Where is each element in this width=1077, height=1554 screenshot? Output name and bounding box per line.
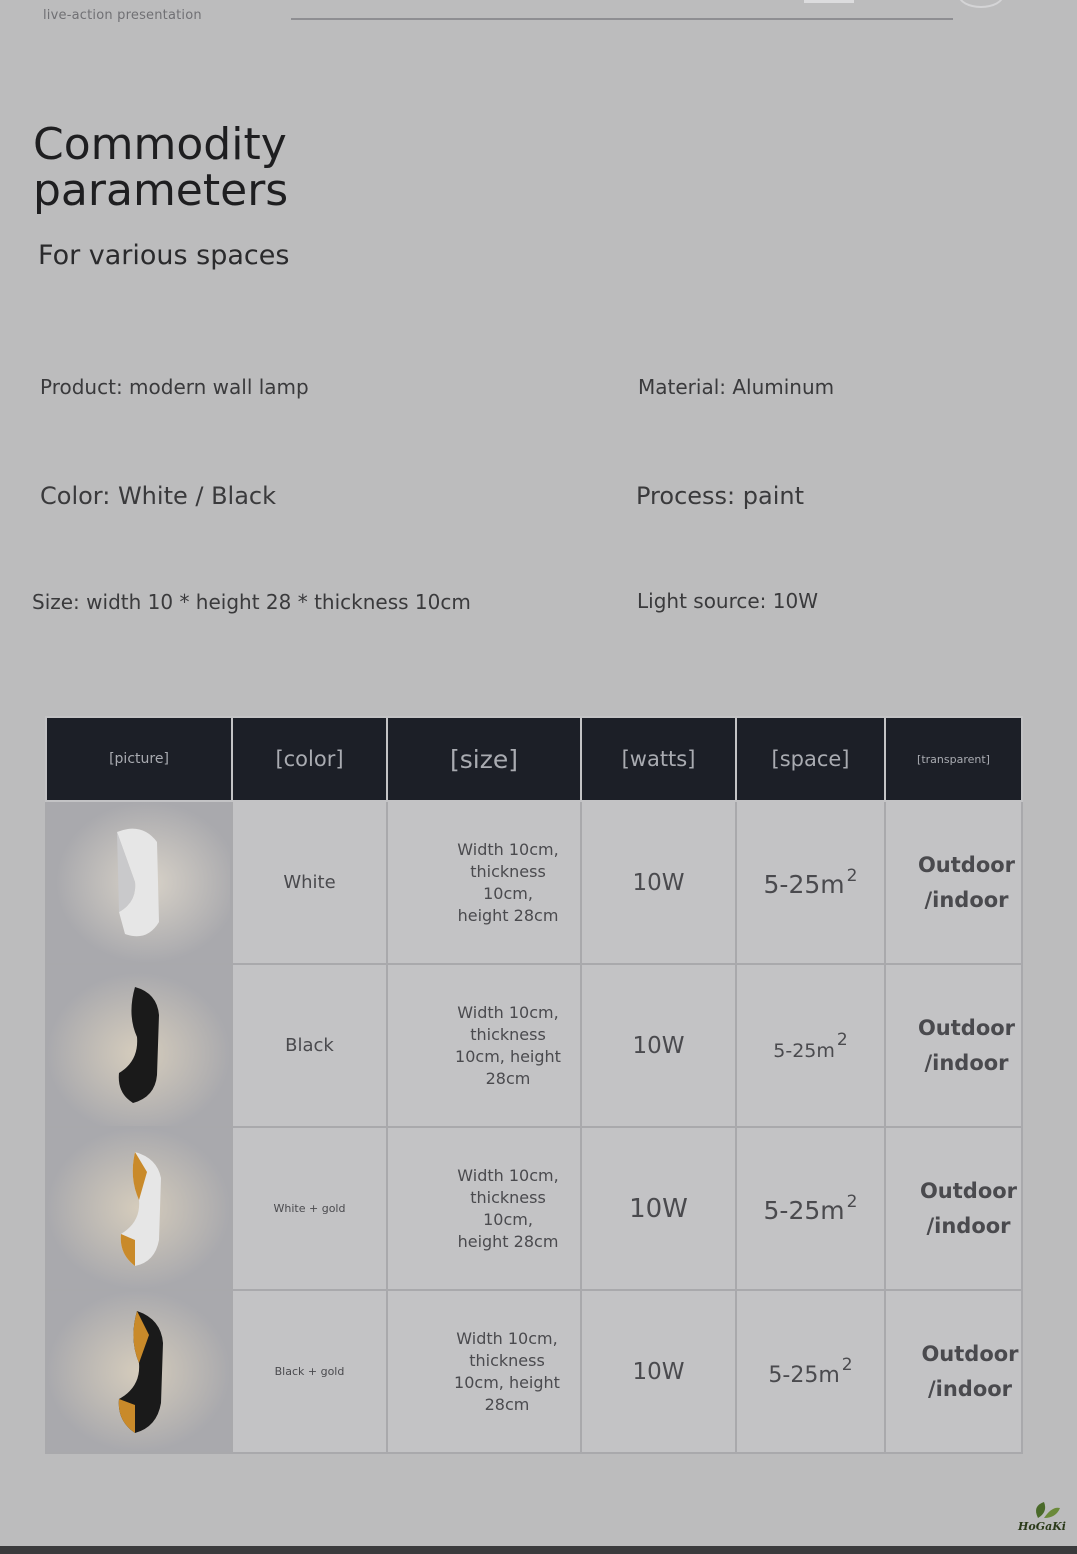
- header-watts: [watts]: [581, 717, 736, 801]
- space-sup: 2: [836, 1029, 848, 1050]
- color-cell: Black + gold: [232, 1290, 387, 1453]
- lamp-image-cell: [46, 964, 232, 1127]
- transparent-line: Outdoor: [921, 1341, 1019, 1366]
- watts-cell: 10W: [581, 964, 736, 1127]
- lamp-image-cell: [46, 1290, 232, 1453]
- transparent-cell: [885, 1290, 1022, 1453]
- brand-logo: [1018, 1500, 1074, 1542]
- watts-cell: 10W: [581, 1290, 736, 1453]
- space-value: 5-25m: [773, 1039, 835, 1062]
- color-cell: White: [232, 801, 387, 964]
- top-bar: [0, 0, 1077, 36]
- space-value: 5-25m: [763, 1196, 845, 1225]
- param-material: Material: Aluminum: [638, 375, 835, 399]
- lamp-image-black-gold: [47, 1291, 230, 1452]
- space-value: 5-25m: [763, 870, 845, 899]
- transparent-line: Outdoor: [917, 852, 1016, 877]
- top-divider: [291, 18, 953, 20]
- color-cell: White + gold: [232, 1127, 387, 1290]
- watts-cell: 10W: [581, 801, 736, 964]
- color-cell: Black: [232, 964, 387, 1127]
- transparent-line: /indoor: [927, 1376, 1013, 1401]
- space-sup: 2: [841, 1355, 853, 1375]
- size-cell: [387, 1290, 581, 1453]
- lamp-image-black: [47, 965, 230, 1126]
- leaf-icon: [1018, 1500, 1074, 1522]
- space-sup: 2: [846, 1192, 858, 1212]
- transparent-cell: [885, 801, 1022, 964]
- param-light-source: Light source: 10W: [637, 589, 819, 613]
- space-sup: 2: [846, 866, 858, 886]
- lamp-image-cell: [46, 801, 232, 964]
- size-line: 28cm: [484, 1394, 530, 1414]
- param-process: Process: paint: [636, 482, 804, 510]
- size-line: height 28cm: [457, 905, 559, 925]
- param-product: Product: modern wall lamp: [40, 375, 309, 399]
- top-tab-indicator: [804, 0, 854, 3]
- size-line: thickness: [469, 1350, 545, 1370]
- size-line: thickness: [470, 1024, 546, 1044]
- space-value: 5-25m: [768, 1363, 840, 1388]
- space-cell: [736, 1290, 885, 1453]
- transparent-cell: [885, 1127, 1022, 1290]
- watts-cell: 10W: [581, 1127, 736, 1290]
- logo-text: HoGaKi: [1018, 1520, 1066, 1533]
- table-row: [46, 1290, 1022, 1453]
- header-space: [space]: [736, 717, 885, 801]
- space-cell: [736, 964, 885, 1127]
- lamp-image-cell: [46, 1127, 232, 1290]
- size-line: Width 10cm,: [456, 1328, 558, 1348]
- size-cell: [387, 801, 581, 964]
- header-size: [size]: [387, 717, 581, 801]
- spec-table: [45, 716, 1023, 1454]
- size-line: 10cm, height: [454, 1372, 560, 1392]
- table-header-row: [46, 717, 1022, 801]
- size-cell: [387, 1127, 581, 1290]
- header-picture: [picture]: [46, 717, 232, 801]
- header-transparent: [transparent]: [885, 717, 1022, 801]
- space-cell: [736, 801, 885, 964]
- size-line: 10cm,: [483, 883, 533, 903]
- size-line: Width 10cm,: [457, 1165, 559, 1185]
- transparent-line: Outdoor: [917, 1015, 1016, 1040]
- transparent-cell: [885, 964, 1022, 1127]
- header-color: [color]: [232, 717, 387, 801]
- bottom-strip: [0, 1546, 1077, 1554]
- top-circle-icon: [958, 0, 1004, 8]
- transparent-line: /indoor: [924, 1050, 1009, 1075]
- param-size: Size: width 10 * height 28 * thickness 10cm: [32, 590, 471, 614]
- page-subtitle: For various spaces: [38, 240, 290, 271]
- top-caption: live-action presentation: [43, 8, 202, 23]
- lamp-image-white: [47, 802, 230, 963]
- size-line: 28cm: [485, 1068, 531, 1088]
- size-line: thickness: [470, 861, 546, 881]
- param-color: Color: White / Black: [40, 482, 277, 510]
- size-line: 10cm, height: [455, 1046, 561, 1066]
- transparent-line: /indoor: [924, 887, 1009, 912]
- table-row: [46, 801, 1022, 964]
- space-cell: [736, 1127, 885, 1290]
- size-line: thickness: [470, 1187, 546, 1207]
- size-line: 10cm,: [483, 1209, 533, 1229]
- size-cell: [387, 964, 581, 1127]
- table-row: [46, 964, 1022, 1127]
- lamp-image-white-gold: [47, 1128, 230, 1289]
- size-line: Width 10cm,: [457, 1002, 559, 1022]
- page-title: Commodity parameters: [33, 119, 289, 216]
- transparent-line: /indoor: [926, 1213, 1011, 1238]
- size-line: height 28cm: [457, 1231, 559, 1251]
- size-line: Width 10cm,: [457, 839, 559, 859]
- transparent-line: Outdoor: [919, 1178, 1018, 1203]
- table-row: [46, 1127, 1022, 1290]
